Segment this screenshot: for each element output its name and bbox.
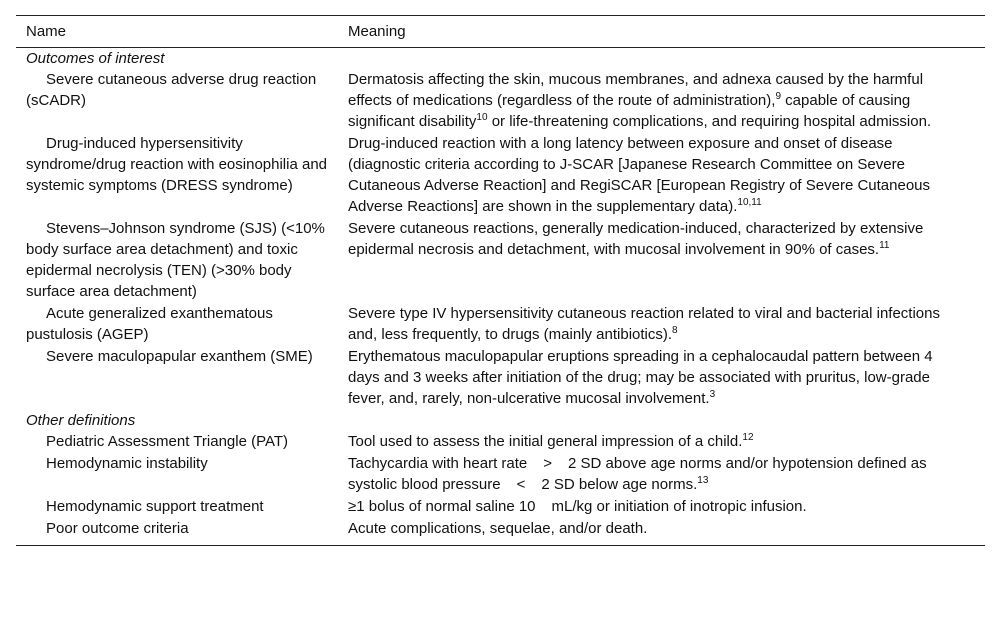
row-name-text: Drug-induced hypersensitivity syndrome/drug reaction with eosinophilia and systemic symptoms (DRESS syndrome) [26, 135, 328, 194]
row-name-scadr [16, 69, 343, 133]
meaning-text: 2 SD above age norms and/or hypotension defined as systolic blood pressure [348, 455, 927, 493]
row-name-text: Hemodynamic support treatment [46, 498, 264, 515]
row-meaning-scadr [343, 69, 985, 133]
reference-sup: 12 [742, 432, 754, 443]
row-name-text: Severe maculopapular exanthem (SME) [46, 348, 313, 365]
operator-text: > [543, 455, 553, 472]
row-name-text: Hemodynamic instability [46, 455, 208, 472]
meaning-text: Erythematous maculopapular eruptions spreading in a cephalocaudal pattern between 4 days and 3 weeks after initiation of the drug; may be associated with pruritus, low-grade fever, and, rarely, non-ulcerative mucosal involvement. [348, 348, 933, 407]
row-meaning-dress [343, 133, 985, 218]
reference-sup: 9 [775, 91, 781, 102]
table-row [16, 496, 985, 518]
definitions-table [16, 15, 985, 546]
table-row [16, 431, 985, 453]
row-name-dress [16, 133, 343, 218]
meaning-text: Dermatosis affecting the skin, mucous membranes, and adnexa caused by the harmful effects of medications (regardless of the route of administration), [348, 71, 924, 109]
section-row-other [16, 410, 985, 431]
meaning-text: or life-threatening complications, and requiring hospital admission. [487, 113, 932, 130]
row-name-text: Pediatric Assessment Triangle (PAT) [46, 433, 289, 450]
row-meaning-pat [343, 431, 985, 453]
reference-sup: 10 [476, 112, 488, 123]
row-meaning-support [343, 496, 985, 518]
reference-sup: 11 [879, 240, 890, 251]
section-row-outcomes [16, 48, 985, 70]
row-name-pat [16, 431, 343, 453]
row-name-hemo [16, 453, 343, 496]
row-meaning-agep [343, 303, 985, 346]
row-name-poor [16, 518, 343, 546]
row-name-support [16, 496, 343, 518]
meaning-text: Severe type IV hypersensitivity cutaneous reaction related to viral and bacterial infections and, less frequently, to drugs (mainly antibiotics). [348, 305, 940, 343]
table-row [16, 303, 985, 346]
meaning-text: Tool used to assess the initial general impression of a child. [348, 433, 743, 450]
row-meaning-sjs [343, 218, 985, 303]
table-row [16, 133, 985, 218]
row-name-sjs [16, 218, 343, 303]
meaning-text: Drug-induced reaction with a long latency between exposure and onset of disease (diagnostic criteria according to J-SCAR [Japanese Research Committee on Severe Cutaneous Adverse Reaction] and RegiSCAR [European Registry of Severe Cutaneous Adverse Reactions] are shown in the supplementary data). [348, 135, 931, 215]
row-name-sme [16, 346, 343, 410]
header-name: Name [26, 23, 67, 40]
table-row [16, 518, 985, 546]
meaning-text: Severe cutaneous reactions, generally medication-induced, characterized by extensive epidermal necrosis and detachment, with mucosal involvement in 90% of cases. [348, 220, 924, 258]
operator-text: < [516, 476, 526, 493]
meaning-text: capable of causing significant disability [348, 92, 911, 130]
reference-sup: 10,11 [737, 197, 762, 208]
meaning-text: Tachycardia with heart rate [348, 455, 528, 472]
section-title-other: Other definitions [26, 412, 136, 429]
row-name-agep [16, 303, 343, 346]
reference-sup: 13 [697, 475, 709, 486]
meaning-text: mL/kg or initiation of inotropic infusion. [551, 498, 807, 515]
reference-sup: 3 [709, 389, 716, 400]
section-title-outcomes: Outcomes of interest [26, 50, 165, 67]
row-name-text: Poor outcome criteria [46, 520, 189, 537]
table-row [16, 218, 985, 303]
reference-sup: 8 [672, 325, 678, 336]
row-meaning-poor: Acute complications, sequelae, and/or death. [348, 520, 648, 537]
header-meaning: Meaning [348, 23, 406, 40]
meaning-text: ≥1 bolus of normal saline 10 [348, 498, 536, 515]
meaning-text: 2 SD below age norms. [541, 476, 698, 493]
header-row [16, 16, 985, 48]
table-row [16, 453, 985, 496]
row-name-text: Severe cutaneous adverse drug reaction (sCADR) [26, 71, 317, 109]
table-row [16, 69, 985, 133]
row-name-text: Stevens–Johnson syndrome (SJS) (<10% body surface area detachment) and toxic epidermal necrolysis (TEN) (>30% body surface area detachment) [26, 220, 325, 300]
row-meaning-sme [343, 346, 985, 410]
table-row [16, 346, 985, 410]
row-meaning-hemo [343, 453, 985, 496]
row-name-text: Acute generalized exanthematous pustulosis (AGEP) [26, 305, 273, 343]
